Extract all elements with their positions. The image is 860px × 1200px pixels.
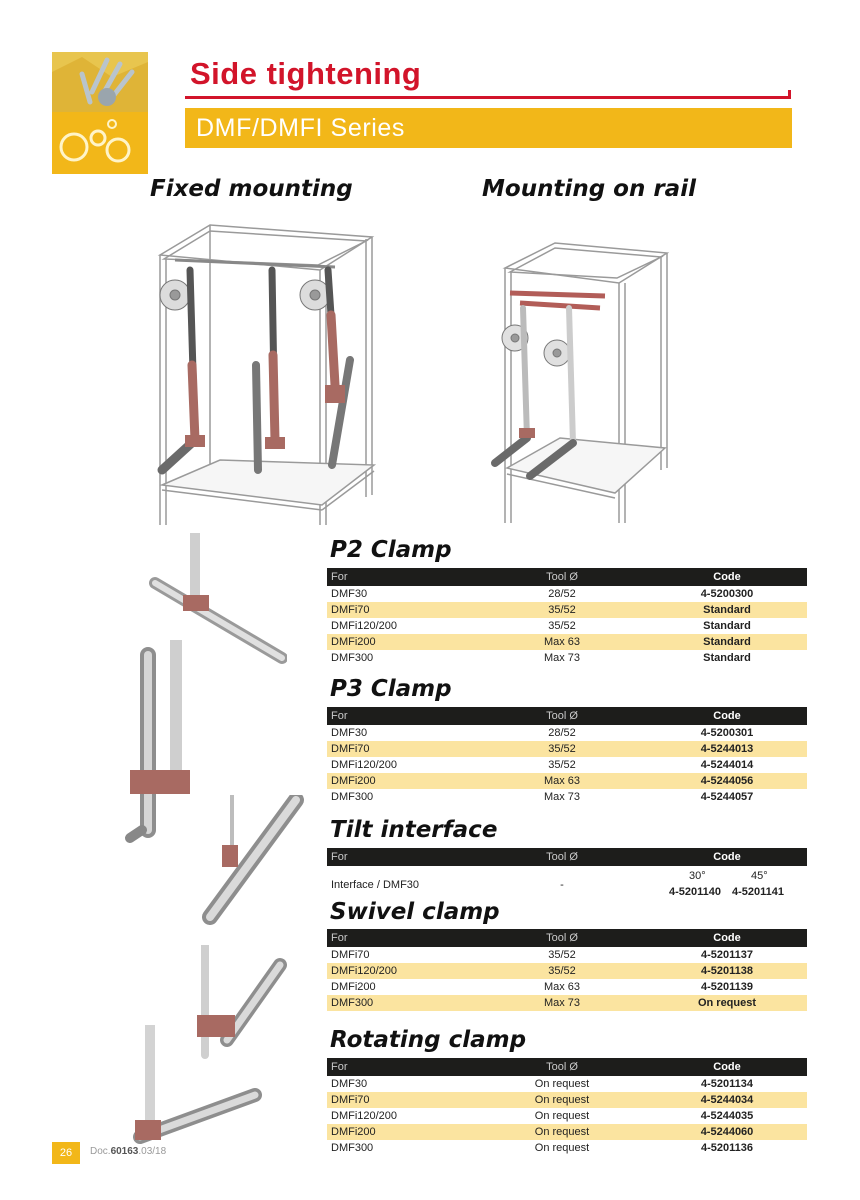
- p3-clamp-illustration: [118, 640, 198, 850]
- cell-tool: 35/52: [548, 965, 576, 977]
- cell-tool: Max 73: [543, 652, 581, 664]
- swivel-clamp-heading: Swivel clamp: [330, 899, 500, 925]
- col-tool: Tool Ø: [546, 710, 578, 722]
- p2-clamp-table: [327, 568, 807, 666]
- col-for: For: [331, 710, 348, 722]
- col-tool: Tool Ø: [546, 932, 578, 944]
- code-45: 4-5201141: [732, 886, 784, 898]
- cell-tool: 35/52: [548, 604, 576, 616]
- cell-for: DMFi200: [331, 636, 376, 648]
- cell-code: 4-5244056: [700, 775, 754, 787]
- cell-for: DMFi200: [331, 775, 376, 787]
- cell-for: DMFi70: [331, 1094, 370, 1106]
- table-row: [327, 650, 807, 666]
- cell-code: 4-5244013: [700, 743, 754, 755]
- col-tool: Tool Ø: [546, 851, 578, 863]
- table-row: [327, 1140, 807, 1156]
- rotating-clamp-table: [327, 1058, 807, 1156]
- cell-code: 4-5201139: [701, 981, 753, 993]
- cell-code: Standard: [703, 652, 751, 664]
- angle-30: 30°: [689, 870, 706, 882]
- table-row: [327, 1124, 807, 1140]
- cell-tool: Max 63: [543, 981, 581, 993]
- cell-for: DMF30: [331, 1078, 368, 1090]
- cell-code: Standard: [703, 620, 751, 632]
- cell-for: DMF300: [331, 652, 374, 664]
- table-row: [327, 634, 807, 650]
- cell-tool: 35/52: [548, 743, 576, 755]
- fixed-mounting-heading: Fixed mounting: [150, 176, 353, 202]
- table-header: [327, 848, 807, 866]
- series-logo: [52, 52, 148, 174]
- col-for: For: [331, 1061, 348, 1073]
- rotating-clamp-heading: Rotating clamp: [330, 1027, 527, 1053]
- table-row: [327, 725, 807, 741]
- cell-tool: Max 73: [543, 997, 581, 1009]
- cell-tool: 35/52: [548, 759, 576, 771]
- cell-for: Interface / DMF30: [331, 879, 420, 891]
- table-row: [327, 586, 807, 602]
- cell-for: DMF300: [331, 1142, 374, 1154]
- cell-tool: 28/52: [548, 588, 576, 600]
- cell-for: DMFi120/200: [331, 759, 398, 771]
- col-code: Code: [713, 571, 741, 583]
- cell-tool: On request: [534, 1110, 590, 1122]
- cell-for: DMF300: [331, 997, 374, 1009]
- cell-code: 4-5201134: [701, 1078, 753, 1090]
- table-header: [327, 929, 807, 947]
- cell-for: DMFi70: [331, 949, 370, 961]
- table-header: [327, 1058, 807, 1076]
- cell-code: 4-5200300: [700, 588, 754, 600]
- cell-code: 4-5201136: [701, 1142, 753, 1154]
- cell-code: 4-5244060: [700, 1126, 754, 1138]
- cell-for: DMF30: [331, 727, 368, 739]
- cell-tool: On request: [534, 1078, 590, 1090]
- cell-tool: Max 63: [543, 636, 581, 648]
- code-30: 4-5201140: [669, 886, 721, 898]
- cell-code: 4-5244034: [700, 1094, 754, 1106]
- tilt-interface-table: [327, 848, 807, 902]
- cell-for: DMFi200: [331, 981, 376, 993]
- table-row: [327, 1108, 807, 1124]
- col-code: Code: [713, 851, 741, 863]
- cell-code: 4-5201138: [701, 965, 753, 977]
- cell-tool: On request: [534, 1094, 590, 1106]
- cell-code: On request: [697, 997, 757, 1009]
- col-code: Code: [713, 710, 741, 722]
- cell-tool: 28/52: [548, 727, 576, 739]
- cell-for: DMFi70: [331, 604, 370, 616]
- rail-mounting-illustration: [485, 238, 675, 533]
- cell-code: 4-5244035: [700, 1110, 754, 1122]
- cell-for: DMFi120/200: [331, 965, 398, 977]
- tilt-interface-heading: Tilt interface: [330, 817, 498, 843]
- fixed-mounting-illustration: [150, 215, 380, 535]
- table-row: [327, 1092, 807, 1108]
- cell-tool: -: [560, 879, 564, 891]
- table-row: [327, 773, 807, 789]
- mounting-on-rail-heading: Mounting on rail: [482, 176, 696, 202]
- table-row: [327, 741, 807, 757]
- table-row: [327, 618, 807, 634]
- cell-code: Standard: [703, 636, 751, 648]
- cell-for: DMFi120/200: [331, 620, 398, 632]
- p3-clamp-heading: P3 Clamp: [330, 676, 452, 702]
- col-for: For: [331, 571, 348, 583]
- table-row: [327, 995, 807, 1011]
- title-underline-tick: [788, 90, 791, 99]
- angle-45: 45°: [751, 870, 768, 882]
- table-row: [327, 789, 807, 805]
- col-code: Code: [713, 1061, 741, 1073]
- cell-tool: On request: [534, 1142, 590, 1154]
- table-header: [327, 568, 807, 586]
- col-code: Code: [713, 932, 741, 944]
- doc-reference: Doc.60163.03/18: [90, 1146, 167, 1157]
- table-row: [327, 947, 807, 963]
- cell-tool: On request: [534, 1126, 590, 1138]
- cell-for: DMF300: [331, 791, 374, 803]
- cell-tool: 35/52: [548, 949, 576, 961]
- series-title: DMF/DMFI Series: [196, 114, 405, 142]
- table-row: [327, 1076, 807, 1092]
- cell-code: 4-5201137: [701, 949, 753, 961]
- col-tool: Tool Ø: [546, 571, 578, 583]
- cell-code: 4-5200301: [700, 727, 754, 739]
- col-for: For: [331, 851, 348, 863]
- table-row: [327, 979, 807, 995]
- col-tool: Tool Ø: [546, 1061, 578, 1073]
- cell-for: DMFi70: [331, 743, 370, 755]
- cell-for: DMF30: [331, 588, 368, 600]
- cell-code: 4-5244057: [700, 791, 754, 803]
- cell-tool: Max 63: [543, 775, 581, 787]
- table-row: [327, 757, 807, 773]
- cell-tool: Max 73: [543, 791, 581, 803]
- table-row: [327, 963, 807, 979]
- page-number: 26: [52, 1142, 80, 1164]
- page-title: Side tightening: [190, 56, 422, 91]
- cell-for: DMFi200: [331, 1126, 376, 1138]
- p2-clamp-heading: P2 Clamp: [330, 537, 452, 563]
- cell-tool: 35/52: [548, 620, 576, 632]
- table-header: [327, 707, 807, 725]
- swivel-clamp-table: [327, 929, 807, 1011]
- title-underline: [185, 96, 791, 99]
- tilt-interface-illustration: [200, 795, 310, 930]
- p3-clamp-table: [327, 707, 807, 805]
- table-row: [327, 866, 807, 902]
- cell-for: DMFi120/200: [331, 1110, 398, 1122]
- cell-code: Standard: [703, 604, 751, 616]
- col-for: For: [331, 932, 348, 944]
- table-row: [327, 602, 807, 618]
- cell-code: 4-5244014: [700, 759, 754, 771]
